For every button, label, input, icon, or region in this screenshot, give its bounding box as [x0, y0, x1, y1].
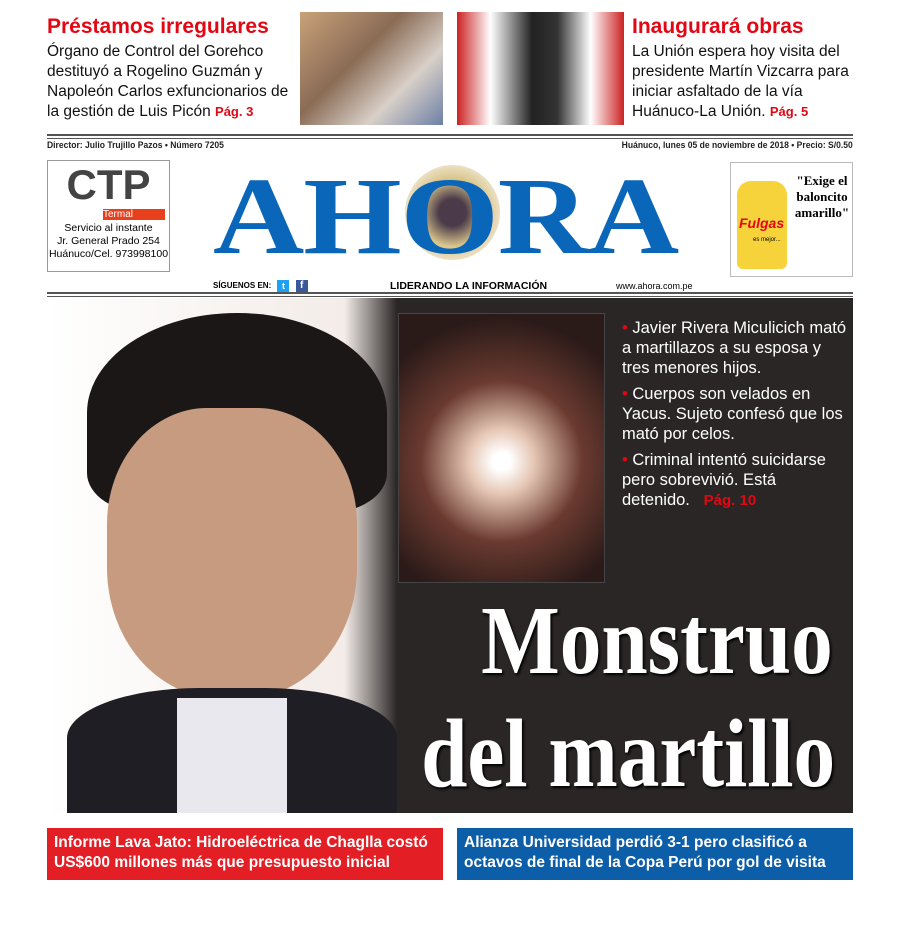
ad-line: Jr. General Prado 254 [57, 235, 160, 247]
headline-line2: del martillo [420, 700, 835, 808]
bullet-item: • Criminal intentó suicidarse pero sobrevivió. Está detenido. Pág. 10 [622, 451, 826, 509]
officials-photo [300, 12, 443, 125]
main-story[interactable] [47, 298, 853, 813]
president-photo [457, 12, 624, 125]
story-alianza[interactable]: Alianza Universidad perdió 3-1 pero clasificó a octavos de final de la Copa Perú por gol de visita [457, 828, 853, 880]
tagline: LIDERANDO LA INFORMACIÓN [390, 280, 548, 292]
ad-line: Servicio al instante [64, 222, 153, 234]
logo: AHORA [213, 155, 679, 277]
ad-slogan: es mejor... [753, 237, 781, 243]
website-link[interactable]: www.ahora.com.pe [616, 281, 693, 291]
ad-ctp[interactable] [47, 160, 170, 272]
facebook-icon[interactable]: f [296, 280, 308, 292]
director-info: Director: Julio Trujillo Pazos • Número 7205 [47, 140, 224, 151]
twitter-icon[interactable]: t [277, 280, 289, 292]
teaser-prestamos[interactable] [47, 15, 297, 122]
suspect-portrait [47, 298, 397, 813]
headline-line1: Monstruo [481, 587, 833, 695]
bullet-item: • Cuerpos son velados en Yacus. Sujeto confesó que los mató por celos. [622, 385, 843, 443]
kicker: Inaugurará obras [632, 15, 804, 38]
teaser-text: La Unión espera hoy visita del presidente Martín Vizcarra para iniciar asfaltado de la vía Huánuco-La Unión. [632, 43, 849, 120]
divider [47, 134, 853, 139]
page-ref: Pág. 5 [769, 104, 809, 119]
page-ref: Pág. 10 [703, 492, 757, 509]
ad-quote: "Exige el baloncito amarillo" [794, 173, 850, 220]
masthead[interactable] [213, 153, 693, 279]
ad-line: Huánuco/Cel. 973998100 [48, 248, 169, 260]
bullet-item: • Javier Rivera Miculicich mató a martillazos a su esposa y tres menores hijos. [622, 319, 847, 377]
ad-brand: Fulgas [739, 215, 785, 231]
kicker: Préstamos irregulares [47, 15, 269, 38]
page-ref: Pág. 3 [215, 104, 254, 119]
divider [47, 292, 853, 297]
story-bullets [622, 318, 847, 517]
story-lava-jato[interactable]: Informe Lava Jato: Hidroeléctrica de Chaglla costó US$600 millones más que presupuesto inicial [47, 828, 443, 880]
ad-brand: CTP [66, 161, 151, 208]
teaser-obras[interactable] [632, 15, 857, 122]
ad-sub: Termal [103, 209, 165, 220]
date-price: Huánuco, lunes 05 de noviembre de 2018 • Precio: S/0.50 [621, 140, 853, 151]
wake-photo [398, 313, 605, 583]
teaser-text: Órgano de Control del Gorehco destituyó a Rogelino Guzmán y Napoleón Carlos exfuncionarios de la gestión de Luis Picón [47, 43, 289, 120]
follow-label: SÍGUENOS EN: [213, 281, 272, 291]
